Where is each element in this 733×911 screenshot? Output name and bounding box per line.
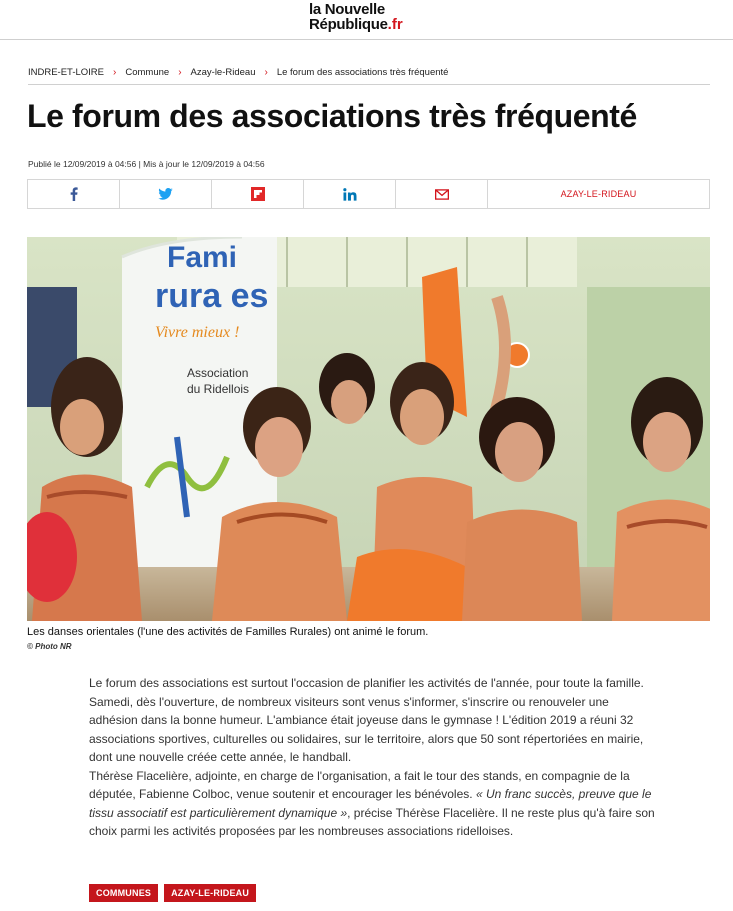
share-linkedin-button[interactable]	[304, 180, 396, 208]
site-header	[0, 0, 733, 40]
breadcrumb-separator: ›	[113, 67, 117, 78]
banner-text-top: Fami	[167, 241, 238, 274]
twitter-icon	[158, 188, 173, 200]
flipboard-icon	[251, 187, 265, 201]
site-logo[interactable]	[309, 2, 434, 36]
paragraph-2-end: , précise Thérèse Flacelière. Il ne reste plus qu'à faire son choix parmi les activités proposées par les nombreuses associations ridelloises.	[89, 805, 655, 838]
photo-credit: © Photo NR	[27, 642, 72, 651]
photo-caption: Les danses orientales (l'une des activités de Familles Rurales) ont animé le forum.	[27, 626, 429, 638]
breadcrumb-item-department[interactable]: INDRE-ET-LOIRE	[28, 67, 105, 78]
breadcrumb-separator: ›	[264, 67, 268, 78]
breadcrumb-separator: ›	[178, 67, 182, 78]
share-bar	[27, 179, 710, 209]
breadcrumb-item-commune[interactable]: Commune	[125, 67, 170, 78]
email-icon	[435, 189, 449, 200]
article-title: Le forum des associations très fréquenté	[27, 98, 637, 134]
article-paragraph-2	[89, 767, 659, 841]
share-facebook-button[interactable]	[28, 180, 120, 208]
photo-illustration	[27, 237, 710, 621]
logo-suffix: .fr	[387, 16, 403, 33]
breadcrumb	[28, 67, 710, 85]
share-email-button[interactable]	[396, 180, 488, 208]
paragraph-2-intro: Thérèse Flacelière, adjointe, en charge de l'organisation, a fait le tour des stands, en compagnie de la députée, Fabienne Colboc, venue soutenir et encourager les bénévoles.	[89, 768, 630, 801]
article-body	[89, 674, 659, 841]
banner-association-name: du Ridellois	[187, 382, 250, 396]
article-meta: Publié le 12/09/2019 à 04:56 | Mis à jour le 12/09/2019 à 04:56	[28, 159, 265, 169]
banner-text-main: rura es	[155, 277, 269, 315]
tag-communes[interactable]: COMMUNES	[89, 884, 158, 902]
logo-line1: la Nouvelle	[309, 1, 385, 18]
facebook-icon	[69, 187, 79, 201]
breadcrumb-item-city[interactable]: Azay-le-Rideau	[190, 67, 256, 78]
article-paragraph-1: Le forum des associations est surtout l'occasion de planifier les activités de l'année, pour toute la famille. Samedi, dès l'ouverture, de nombreux visiteurs sont venus s'informer, s'inscrire ou renouveler une adhésion dans la bonne humeur. L'ambiance était joyeuse dans le gymnase ! L'édition 2019 a réuni 32 associations sportives, culturelles ou solidaires, sur le territoire, alors que 50 sont répertoriées en mairie, dont une nouvelle créée cette année, le handball.	[89, 676, 644, 764]
paragraph-2-quote: « Un franc succès, preuve que le tissu associatif est particulièrement dynamique »	[89, 787, 652, 820]
article-tags	[89, 884, 256, 902]
breadcrumb-item-current: Le forum des associations très fréquenté	[276, 67, 449, 78]
banner-association: Association	[187, 366, 249, 380]
article-photo[interactable]	[27, 237, 710, 621]
logo-line2: République	[309, 16, 388, 33]
tag-azay-le-rideau[interactable]: AZAY-LE-RIDEAU	[164, 884, 256, 902]
share-bar-tag-link[interactable]: AZAY-LE-RIDEAU	[560, 189, 637, 199]
banner-slogan: Vivre mieux !	[155, 324, 240, 341]
linkedin-icon	[343, 188, 357, 201]
share-flipboard-button[interactable]	[212, 180, 304, 208]
share-twitter-button[interactable]	[120, 180, 212, 208]
